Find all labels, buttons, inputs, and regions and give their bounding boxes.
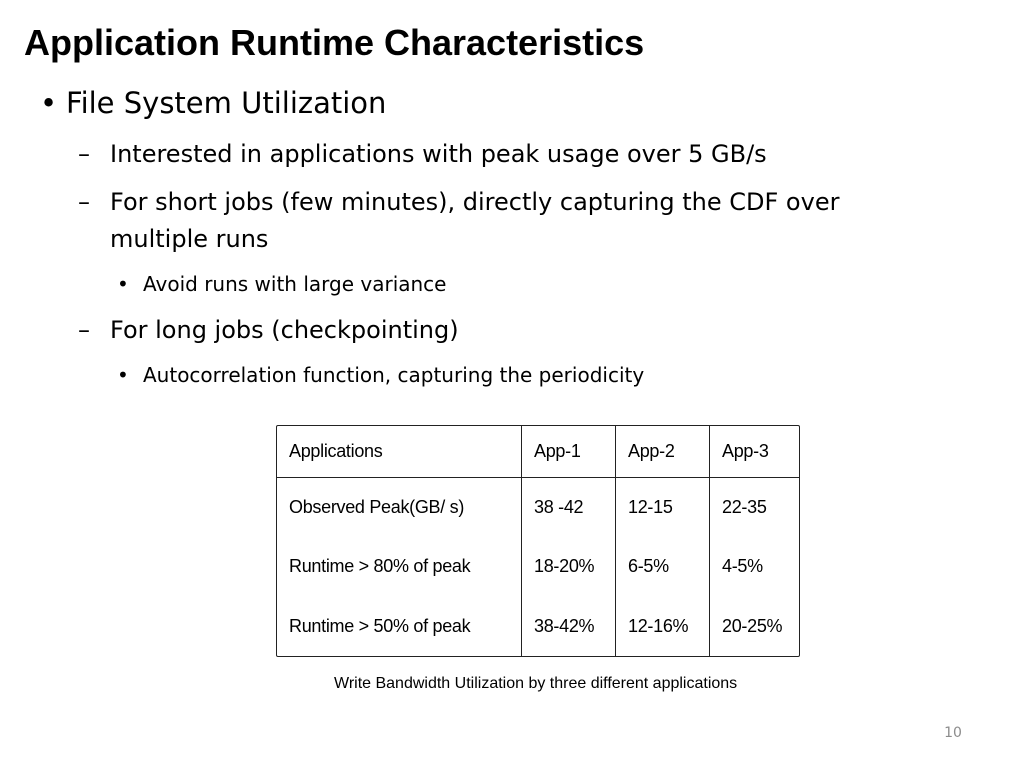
table-header-cell: App-1 [521, 426, 615, 478]
bullet-text: For long jobs (checkpointing) [110, 316, 459, 344]
table-cell: 18-20% [521, 537, 615, 596]
bullet-short-jobs [78, 184, 840, 258]
table-cell: 12-16% [615, 597, 709, 656]
bandwidth-table [276, 425, 800, 657]
bullet-autocorrelation [117, 361, 645, 389]
page-number: 10 [944, 725, 962, 741]
table-header-cell: App-2 [615, 426, 709, 478]
bullet-marker: • [117, 272, 129, 296]
dash-marker: – [78, 140, 90, 168]
table-row [277, 478, 799, 537]
table-row [277, 537, 799, 596]
table-cell: 12-15 [615, 478, 709, 537]
bullet-marker: • [40, 86, 58, 120]
table-cell: Runtime > 80% of peak [289, 556, 471, 577]
table-cell: 20-25% [709, 597, 799, 656]
bullet-long-jobs [78, 312, 459, 349]
table-header-cell: App-3 [709, 426, 799, 478]
bullet-text: File System Utilization [66, 86, 387, 120]
bullet-text: Avoid runs with large variance [143, 272, 447, 296]
slide-title: Application Runtime Characteristics [24, 22, 645, 63]
table-header-row [277, 426, 799, 478]
dash-marker: – [78, 188, 90, 216]
table-cell: 22-35 [709, 478, 799, 537]
bullet-text-line-2: multiple runs [110, 225, 269, 253]
bullet-avoid-variance [117, 270, 447, 298]
table-cell: 38-42% [521, 597, 615, 656]
table-cell: Runtime > 50% of peak [289, 615, 471, 636]
table-caption: Write Bandwidth Utilization by three different applications [334, 675, 738, 692]
table-header-cell: Applications [277, 426, 521, 478]
table-cell: 38 -42 [521, 478, 615, 537]
table-cell: 4-5% [709, 537, 799, 596]
bullet-marker: • [117, 363, 129, 387]
bullet-text: Interested in applications with peak usage over 5 GB/s [110, 140, 767, 168]
bullet-file-system-utilization [40, 84, 387, 122]
table-cell: 6-5% [615, 537, 709, 596]
table-cell: Observed Peak(GB/ s) [289, 497, 465, 518]
bullet-text: Autocorrelation function, capturing the periodicity [143, 363, 645, 387]
dash-marker: – [78, 316, 90, 344]
bullet-peak-usage [78, 136, 767, 173]
table-row [277, 597, 799, 656]
bullet-text-line-1: For short jobs (few minutes), directly capturing the CDF over [110, 188, 840, 216]
